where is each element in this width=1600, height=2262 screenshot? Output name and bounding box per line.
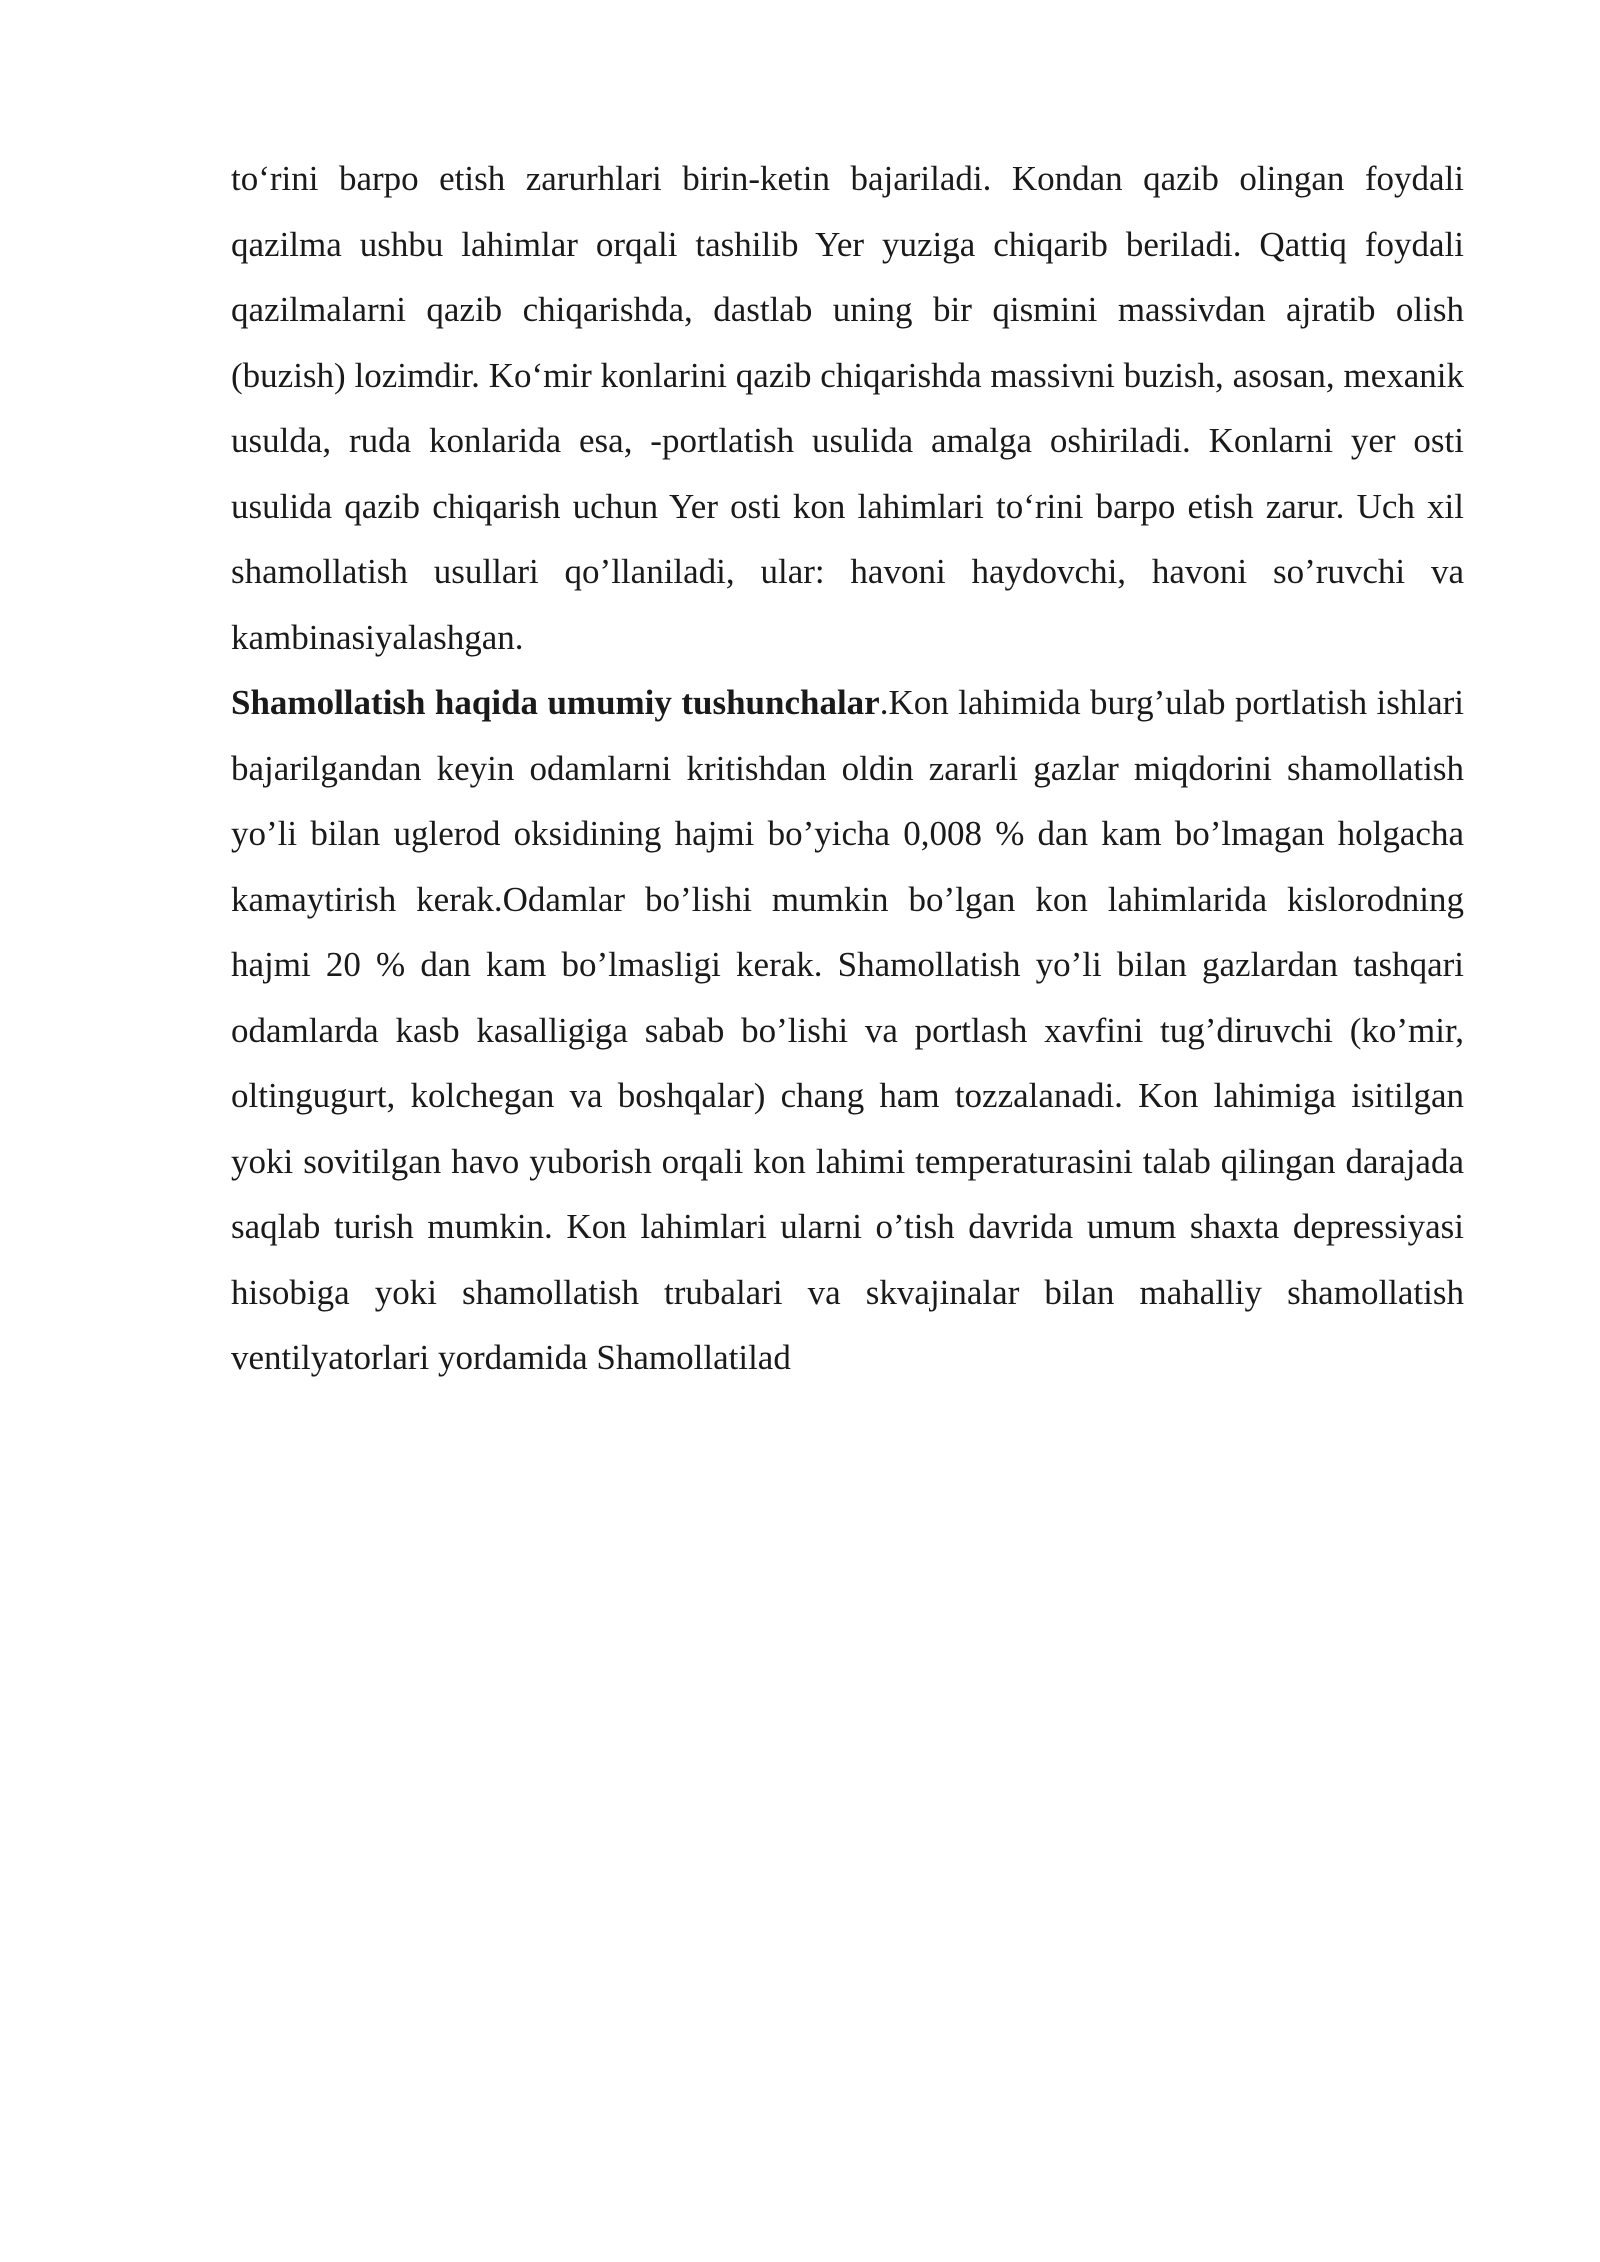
body-text [231, 146, 1464, 1391]
paragraph-ventilation [231, 670, 1464, 1391]
paragraph-intro: to‘rini barpo etish zarurhlari birin-ketin bajariladi. Kondan qazib olingan foydali qazilma ushbu lahimlar orqali tashilib Yer yuziga chiqarib beriladi. Qattiq foydali qazilmalarni qazib chiqarishda, dastlab uning bir qismini massivdan ajratib olish (buzish) lozimdir. Ko‘mir konlarini qazib chiqarishda massivni buzish, asosan, mexanik usulda, ruda konlarida esa, -portlatish usulida amalga oshiriladi. Konlarni yer osti usulida qazib chiqarish uchun Yer osti kon lahimlari to‘rini barpo etish zarur. Uch xil shamollatish usullari qo’llaniladi, ular: havoni haydovchi, havoni so’ruvchi va kambinasiyalashgan. [231, 159, 1464, 657]
paragraph-ventilation-text: .Kon lahimida burg’ulab portlatish ishlari bajarilgandan keyin odamlarni kritishdan oldin zararli gazlar miqdorini shamollatish yo’li bilan uglerod oksidining hajmi bo’yicha 0,008 % dan kam bo’lmagan holgacha kamaytirish kerak.Odamlar bo’lishi mumkin bo’lgan kon lahimlarida kislorodning hajmi 20 % dan kam bo’lmasligi kerak. Shamollatish yo’li bilan gazlardan tashqari odamlarda kasb kasalligiga sabab bo’lishi va portlash xavfini tug’diruvchi (ko’mir, oltingugurt, kolchegan va boshqalar) chang ham tozzalanadi. Kon lahimiga isitilgan yoki sovitilgan havo yuborish orqali kon lahimi temperaturasini talab qilingan darajada saqlab turish mumkin. Kon lahimlari ularni o’tish davrida umum shaxta depressiyasi hisobiga yoki shamollatish trubalari va skvajinalar bilan mahalliy shamollatish ventilyatorlari yordamida Shamollatilad [231, 683, 1465, 1377]
section-heading: Shamollatish haqida umumiy tushunchalar [231, 683, 880, 722]
